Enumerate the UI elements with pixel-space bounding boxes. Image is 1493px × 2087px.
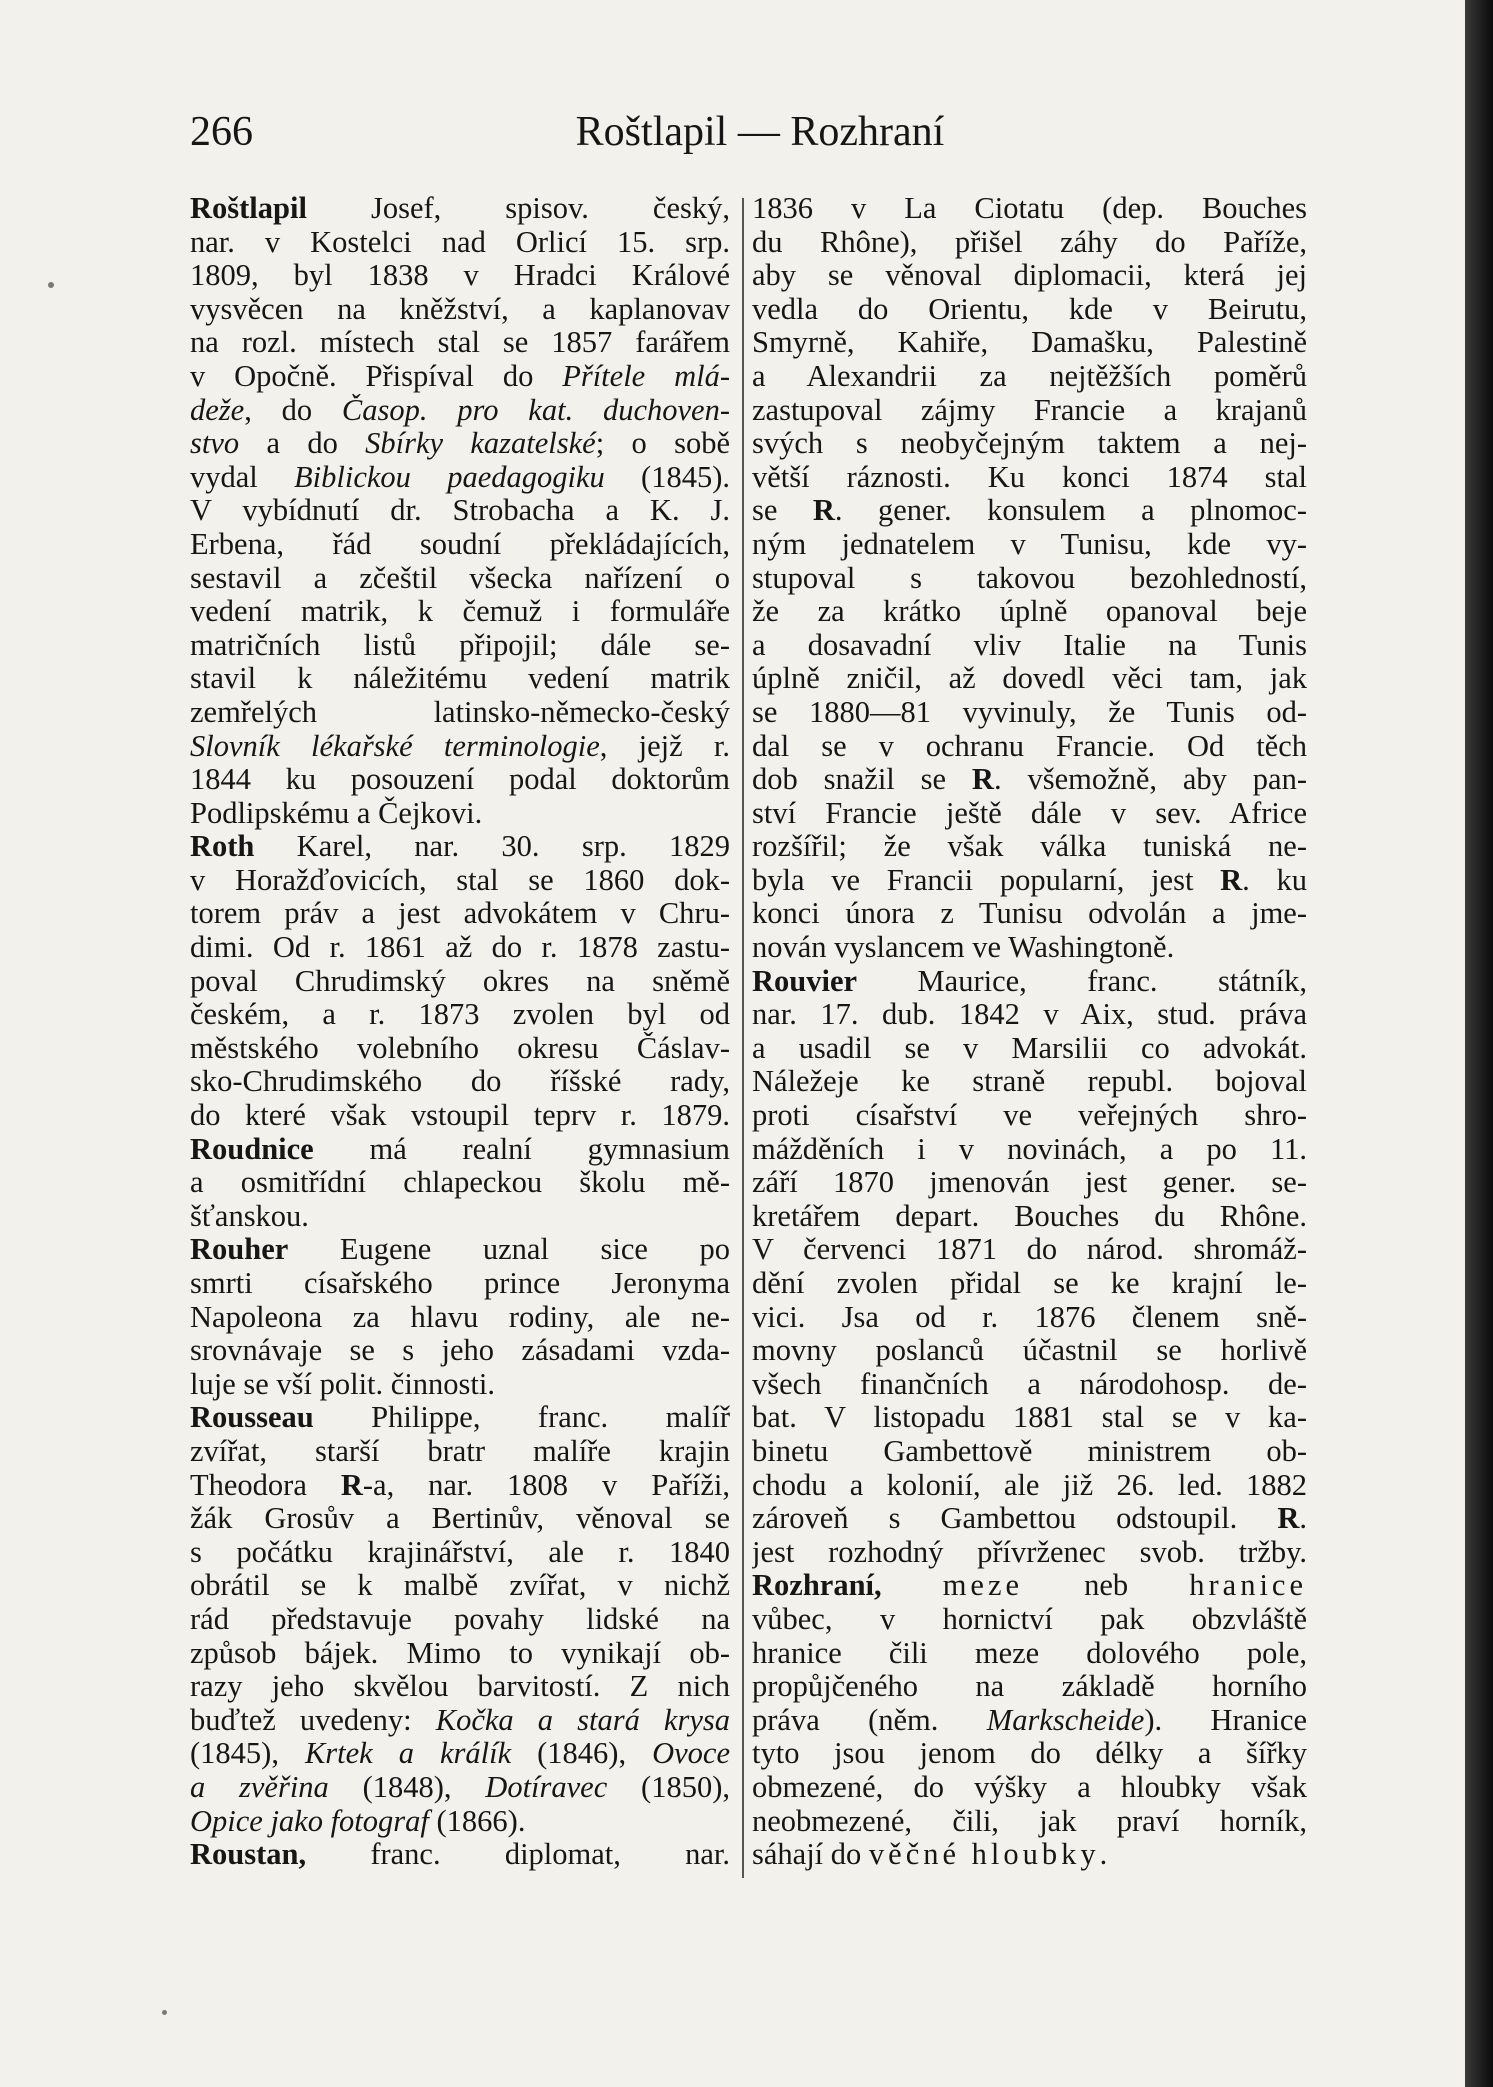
text-line [190,830,730,864]
text-line [190,1469,730,1503]
italic-title: Sbírky kazatelské [365,427,596,461]
text-line [190,1771,730,1805]
text-line [752,1469,1307,1503]
text-run: svých s neobyčejným taktem a nej- [752,427,1307,461]
text-line [752,1670,1307,1704]
text-line [752,730,1307,764]
text-run: (1848), [328,1770,486,1804]
text-line [752,360,1307,394]
italic-title: Krtek a králík [304,1737,512,1771]
text-line [752,1334,1307,1368]
text-run: movny poslanců účastnil se horlivě [752,1334,1307,1368]
entry-headword: Rouher [190,1233,289,1267]
text-line [752,226,1307,260]
text-run: nar. v Kostelci nad Orlicí 15. srp. [190,225,730,259]
text-line [190,1502,730,1536]
text-line [190,1805,730,1839]
text-run: šťanskou. [190,1198,309,1233]
text-line [752,797,1307,831]
text-run: konci února z Tunisu odvolán a jme- [752,897,1307,931]
text-line [752,629,1307,663]
text-run: že za krátko úplně opanoval beje [752,595,1307,629]
text-run: 1809, byl 1838 v Hradci Králové [190,259,730,293]
text-line [752,293,1307,327]
text-run: (1866). [428,1803,526,1838]
text-line [752,326,1307,360]
italic-title: Opice jako fotograf [190,1803,429,1838]
text-run: (1845), [190,1737,305,1771]
text-run: sestavil a zčeštil všecka nařízení o [190,561,730,595]
text-line [190,1670,730,1704]
text-run: aby se věnoval diplomacii, která jej [752,259,1307,293]
entry-headword: Roštlapil [190,192,307,225]
text-run: (1846), [511,1737,653,1771]
italic-title: Ovoce [652,1737,730,1771]
italic-title: a zvěřina [190,1770,329,1804]
text-line [190,293,730,327]
text-run: torem práv a jest advokátem v Chru- [190,897,730,931]
text-line [752,897,1307,931]
text-run: binetu Gambettově ministrem ob- [752,1434,1307,1468]
text-run: českém, a r. 1873 zvolen byl od [190,998,730,1032]
text-run: Eugene uznal sice po [288,1233,730,1267]
text-run: matričních listů připojil; dále se- [190,628,730,662]
italic-title: Biblickou paedagogiku [294,460,605,494]
text-run: Smyrně, Kahiře, Damašku, Palestině [752,326,1307,360]
text-run: v Horažďovicích, stal se 1860 dok- [190,863,730,897]
left-column [190,192,730,1872]
text-line [190,965,730,999]
text-line [752,1032,1307,1066]
text-run: Napoleona za hlavu rodiny, ale ne- [190,1300,730,1334]
text-run: , jejž r. [599,729,730,763]
text-run: větší ráznosti. Ku konci 1874 stal [752,460,1307,494]
text-run: zastupoval zájmy Francie a krajanů [752,393,1307,427]
text-run: ). Hranice [1144,1703,1307,1737]
text-run: vedla do Orientu, kde v Beirutu, [752,292,1307,326]
text-line [190,1166,730,1200]
text-line [190,1334,730,1368]
text-line [752,864,1307,898]
text-line [752,1233,1307,1267]
text-run: vedení matrik, k čemuž i formuláře [190,595,730,629]
text-line [190,1267,730,1301]
text-line [752,1536,1307,1570]
text-line [752,1569,1307,1603]
text-run: ným jednatelem v Tunisu, kde vy- [752,527,1307,561]
text-run: žák Grosův a Bertinův, věnoval se [190,1502,730,1536]
text-line [752,1805,1307,1839]
text-line [190,1065,730,1099]
column-divider [742,198,744,1878]
text-run: . [1299,1502,1307,1536]
entry-headword: R [1277,1502,1300,1536]
text-line [190,864,730,898]
text-line [752,494,1307,528]
text-run: vydal [190,460,295,494]
text-run: stupoval s takovou bezohledností, [752,561,1307,595]
text-line [190,897,730,931]
text-run: sko-Chrudimského do říšské rady, [190,1065,730,1099]
text-line [190,1603,730,1637]
text-line [190,528,730,562]
text-run: v Opočně. Přispíval do [190,359,563,393]
text-run: luje se vší polit. činnosti. [190,1366,495,1401]
text-line [752,1301,1307,1335]
text-line [752,763,1307,797]
text-run: hranice čili meze dolového pole, [752,1636,1307,1670]
text-line [190,931,730,965]
text-run: a osmitřídní chlapeckou školu mě- [190,1166,730,1200]
text-run: tyto jsou jenom do délky a šířky [752,1737,1307,1771]
text-run: smrti císařského prince Jeronyma [190,1267,730,1300]
text-line [752,1704,1307,1738]
text-line [190,1435,730,1469]
text-run: dob snažil se [752,763,972,797]
text-run: a usadil se v Marsilii co advokát. [752,1031,1307,1065]
text-line [190,494,730,528]
text-run: s počátku krajinářství, ale r. 1840 [190,1535,730,1569]
text-line [752,998,1307,1032]
text-run: na rozl. místech stal se 1857 farářem [190,326,730,360]
entry-headword: Roudnice [190,1132,314,1166]
text-line [190,326,730,360]
text-line [752,1200,1307,1234]
text-run: Theodora [190,1468,341,1502]
text-run: Podlipskému a Čejkovi. [190,795,483,830]
text-line [190,1233,730,1267]
entry-headword: R [971,763,994,797]
entry-headword: R [812,494,835,528]
text-run: nován vyslancem ve Washingtoně. [752,930,1175,965]
text-line [190,1704,730,1738]
text-run: kretářem depart. Bouches du Rhône. [752,1199,1307,1233]
entry-headword: Rozhraní, [752,1569,882,1603]
italic-title: Kočka a stará krysa [435,1703,730,1737]
text-run: V červenci 1871 do národ. shromáž- [752,1233,1307,1267]
text-run: . všemožně, aby pan- [993,763,1307,797]
spaced-emphasis: meze [942,1569,1024,1603]
text-line [752,1737,1307,1771]
text-run: sáhají do [752,1837,869,1872]
text-run: Josef, spisov. český, [306,192,730,225]
text-line [190,662,730,696]
text-line [752,1637,1307,1671]
text-line [752,1838,1307,1872]
text-line [190,226,730,260]
text-run: Karel, nar. 30. srp. 1829 [254,830,730,864]
text-line [190,797,730,831]
text-run: franc. diplomat, nar. [306,1838,730,1872]
right-column [752,192,1307,1872]
text-line [752,192,1307,226]
italic-title: Markscheide [986,1703,1145,1737]
text-run: obrátil se k malbě zvířat, v nichž [190,1569,730,1603]
text-run: buďtež uvedeny: [190,1703,436,1737]
text-line [752,1368,1307,1402]
text-run: mážděních i v novinách, a po 11. [752,1132,1307,1166]
text-run: nar. 17. dub. 1842 v Aix, stud. práva [752,998,1307,1032]
text-run: -a, nar. 1808 v Paříži, [362,1468,730,1502]
spaced-emphasis: věčné hloubky [868,1837,1100,1872]
text-run: a do [239,427,366,461]
italic-title: deže [190,393,245,427]
text-line [752,1603,1307,1637]
text-line [190,192,730,226]
page-number: 266 [190,109,253,155]
text-line [190,1200,730,1234]
text-run: ; o sobě [595,427,730,461]
text-run: (1845). [604,460,730,494]
print-speck [162,2010,167,2015]
italic-title: Časop. pro kat. duchoven- [341,393,730,427]
text-run: a Alexandrii za nejtěžších poměrů [752,359,1307,393]
text-run: chodu a kolonií, ale již 26. led. 1882 [752,1468,1307,1502]
text-run: . ku [1242,863,1307,897]
text-line [190,360,730,394]
italic-title: Dotíravec [485,1770,608,1804]
text-line [190,1737,730,1771]
text-line [190,1569,730,1603]
text-run: neobmezené, čili, jak praví horník, [752,1804,1307,1838]
entry-headword: Rouvier [752,964,858,998]
entry-headword: Roustan, [190,1838,307,1872]
text-line [752,1267,1307,1301]
italic-title: stvo [190,427,240,461]
italic-title: Slovník lékařské terminologie [190,729,600,763]
entry-headword: R [1220,863,1243,897]
text-run: má realní gymnasium [313,1132,730,1166]
text-run: do které však vstoupil teprv r. 1879. [190,1099,730,1133]
text-run: dal se v ochranu Francie. Od těch [752,729,1307,763]
text-run: poval Chrudimský okres na sněmě [190,964,730,998]
text-run: stavil k náležitému vedení matrik [190,662,730,696]
text-line [752,830,1307,864]
text-run: Maurice, franc. státník, [857,964,1307,998]
text-run: září 1870 jmenován jest gener. se- [752,1166,1307,1200]
text-line [752,1133,1307,1167]
text-run: ství Francie ještě dále v sev. Africe [752,796,1307,830]
text-line [752,965,1307,999]
text-run: zemřelých latinsko-německo-český [190,695,730,729]
text-line [752,931,1307,965]
text-line [190,1368,730,1402]
text-line [752,562,1307,596]
text-line [752,259,1307,293]
text-run: vici. Jsa od r. 1876 členem sně- [752,1300,1307,1334]
text-run: rád představuje povahy lidské na [190,1602,730,1636]
text-line [752,1099,1307,1133]
text-run: zvířat, starší bratr malíře krajin [190,1434,730,1468]
text-line [190,259,730,293]
text-run: du Rhône), přišel záhy do Paříže, [752,225,1307,259]
text-line [752,662,1307,696]
text-run: Náležeje ke straně republ. bojoval [752,1065,1307,1099]
text-line [190,1133,730,1167]
text-line [190,763,730,797]
running-title: Roštlapil — Rozhraní [575,109,945,155]
text-line [190,394,730,428]
text-line [190,730,730,764]
text-line [190,1099,730,1133]
entry-headword: Rousseau [190,1401,314,1435]
text-line [190,1637,730,1671]
text-run: dění zvolen přidal se ke krajní le- [752,1267,1307,1300]
text-line [752,1502,1307,1536]
text-line [752,1771,1307,1805]
entry-headword: Roth [190,830,255,864]
text-line [190,1838,730,1872]
text-line [752,1435,1307,1469]
text-line [752,1401,1307,1435]
text-run: . gener. konsulem a plnomoc- [834,494,1307,528]
text-run: propůjčeného na základě horního [752,1670,1307,1704]
text-run: a dosavadní vliv Italie na Tunis [752,628,1307,662]
text-run: vysvěcen na kněžství, a kaplanovav [190,292,730,326]
text-run: práva (něm. [752,1703,987,1737]
text-line [752,461,1307,495]
text-run [882,1569,943,1602]
text-line [752,1065,1307,1099]
text-run: úplně zničil, až dovedl věci tam, jak [752,662,1307,696]
text-run: neb [1023,1569,1190,1603]
print-speck [48,282,54,288]
text-line [190,1032,730,1066]
text-line [190,1301,730,1335]
text-line [190,461,730,495]
text-line [190,629,730,663]
text-run: srovnávaje se s jeho zásadami vzda- [190,1334,730,1368]
text-run: . [1099,1837,1108,1872]
text-line [752,394,1307,428]
text-line [190,595,730,629]
text-line [190,562,730,596]
text-run: všech finančních a národohosp. de- [752,1367,1307,1401]
text-run: se 1880—81 vyvinuly, že Tunis od- [752,695,1307,729]
entry-headword: R [340,1468,363,1502]
text-run: se [752,494,813,528]
text-line [752,1166,1307,1200]
text-line [190,427,730,461]
text-run: byla ve Francii popularní, jest [752,863,1221,897]
text-line [190,998,730,1032]
text-line [190,696,730,730]
text-run: vůbec, v hornictví pak obzvláště [752,1602,1307,1636]
text-run: bat. V listopadu 1881 stal se v ka- [752,1401,1307,1435]
text-line [190,1401,730,1435]
text-run: zároveň s Gambettou odstoupil. [752,1502,1278,1536]
text-run: městského volebního okresu Čáslav- [190,1031,730,1065]
text-line [752,427,1307,461]
text-run: Erbena, řád soudní překládajících, [190,527,730,561]
text-run: proti císařství ve veřejných shro- [752,1099,1307,1133]
text-run: V vybídnutí dr. Strobacha a K. J. [190,494,730,528]
text-line [752,696,1307,730]
italic-title: Přítele mlá- [562,359,730,393]
spaced-emphasis: hranice [1189,1569,1307,1603]
text-run: jest rozhodný přívrženec svob. tržby. [752,1535,1307,1569]
text-run: rozšířil; že však válka tuniská ne- [752,830,1307,864]
text-run: dimi. Od r. 1861 až do r. 1878 zastu- [190,931,730,965]
page-header [190,108,1330,168]
text-run: 1836 v La Ciotatu (dep. Bouches [752,192,1307,225]
text-run: razy jeho skvělou barvitostí. Z nich [190,1670,730,1704]
text-run: (1850), [607,1770,730,1804]
scan-edge-shadow [1465,0,1493,2087]
text-run: 1844 ku posouzení podal doktorům [190,763,730,797]
text-run: způsob bájek. Mimo to vynikají ob- [190,1636,730,1670]
text-run: obmezené, do výšky a hloubky však [752,1770,1307,1804]
text-line [752,528,1307,562]
text-line [752,595,1307,629]
text-run: Philippe, franc. malíř [313,1401,730,1435]
text-run: , do [244,393,342,427]
text-line [190,1536,730,1570]
